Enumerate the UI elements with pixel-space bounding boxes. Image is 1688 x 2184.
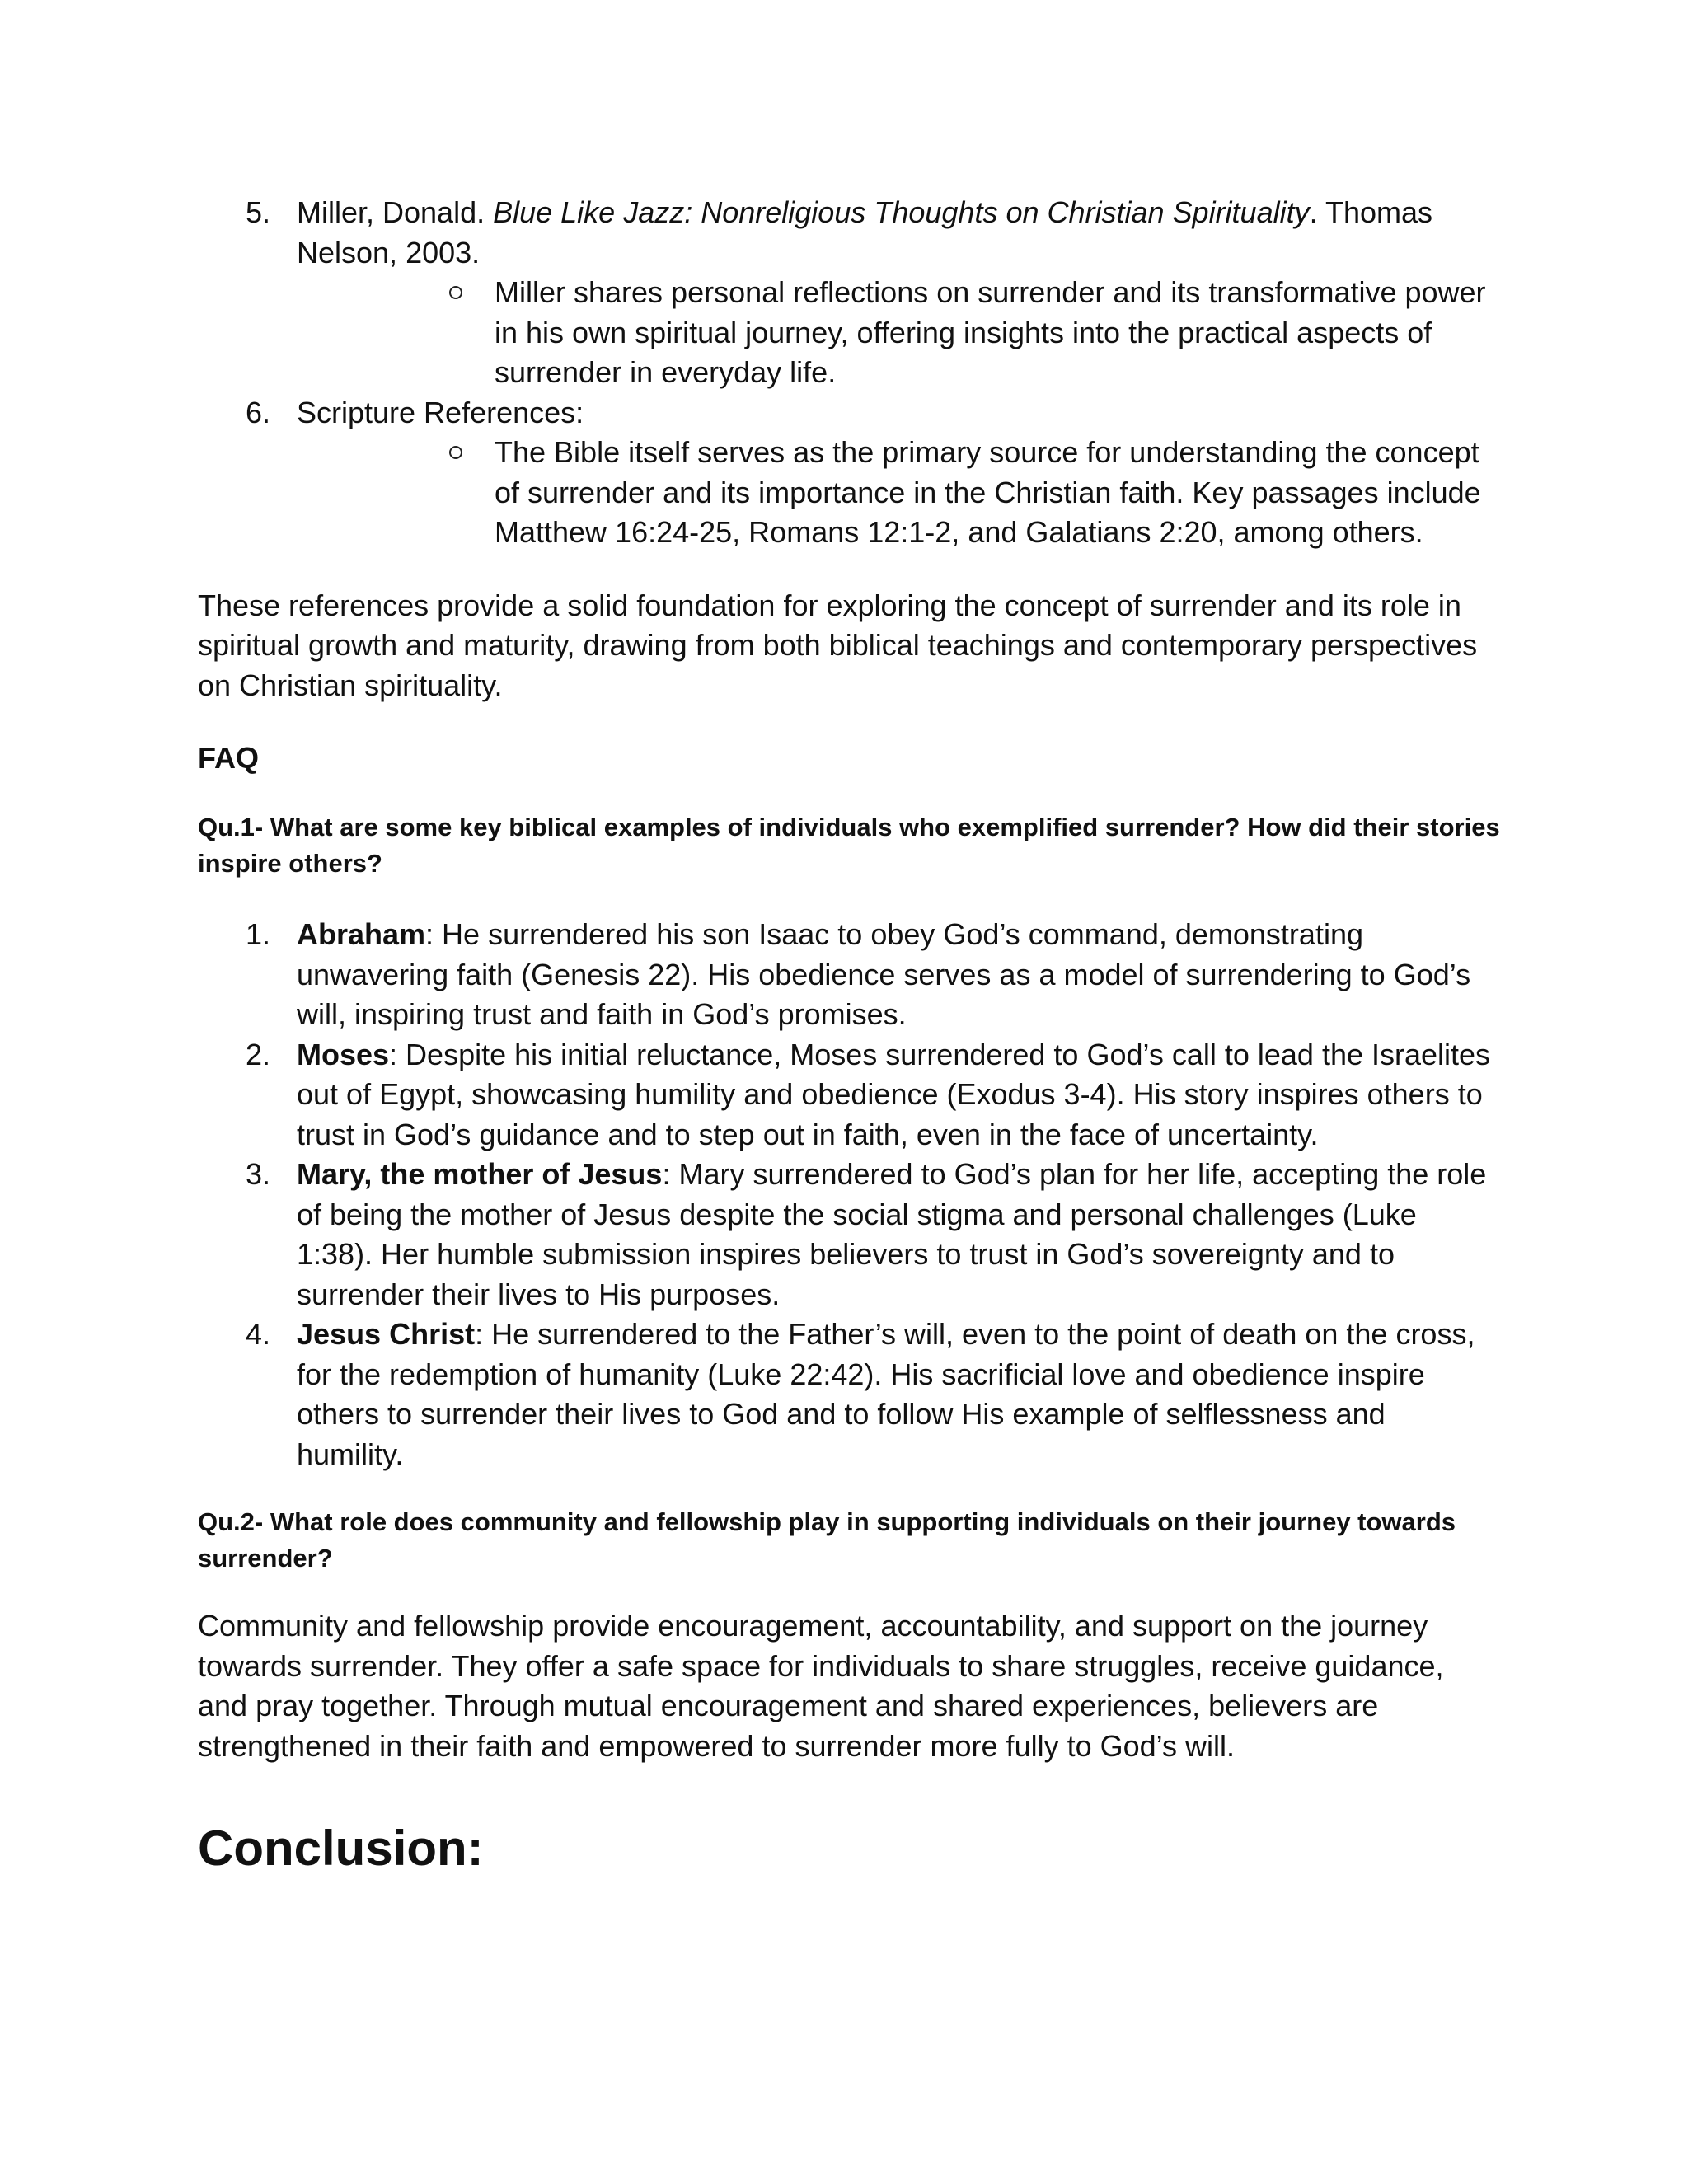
list-number: 5. bbox=[246, 195, 271, 229]
example-text: : Mary surrendered to God’s plan for her life, accepting the role of being the mother of Jesus despite the social stigma and personal challenges (Luke 1:38). Her humble submission inspires believers to trust in God’s sovereignty and to surrender their lives to His purposes. bbox=[297, 1157, 1487, 1311]
example-name: Moses bbox=[297, 1037, 390, 1071]
faq-question-2: Qu.2- What role does community and fellowship play in supporting individuals on their journey towards surrender? bbox=[198, 1507, 1456, 1572]
list-number: 4. bbox=[246, 1317, 271, 1351]
example-text: : He surrendered his son Isaac to obey God’s command, demonstrating unwavering faith (Genesis 22). His obedience serves as a model of surrendering to God’s will, inspiring trust and faith in God’s promises. bbox=[297, 917, 1471, 1031]
document-content bbox=[198, 193, 1500, 1911]
reference-note bbox=[297, 273, 1500, 393]
example-name: Jesus Christ bbox=[297, 1317, 476, 1351]
faq-answer-2: Community and fellowship provide encouragement, accountability, and support on the journey towards surrender. They offer a safe space for individuals to share struggles, receive guidance, and pray together. Through mutual encouragement and shared experiences, believers are strengthened in their faith and empowered to surrender more fully to God’s will. bbox=[198, 1609, 1444, 1763]
list-item bbox=[198, 1155, 1500, 1315]
example-text: : He surrendered to the Father’s will, even to the point of death on the cross, for the redemption of humanity (Luke 22:42). His sacrificial love and obedience inspire others to surrender their lives to God and to follow His example of selflessness and humility. bbox=[297, 1317, 1475, 1471]
list-item bbox=[198, 915, 1500, 1035]
example-name: Abraham bbox=[297, 917, 426, 951]
list-item bbox=[198, 1035, 1500, 1155]
hollow-circle-bullet-icon bbox=[442, 433, 470, 473]
example-text: : Despite his initial reluctance, Moses surrendered to God’s call to lead the Israelites out of Egypt, showcasing humility and obedience (Exodus 3-4). His story inspires others to trust in God’s guidance and to step out in faith, even in the face of uncertainty. bbox=[297, 1037, 1491, 1151]
reference-sublist bbox=[297, 433, 1500, 553]
reference-note-text: The Bible itself serves as the primary source for understanding the concept of surrender and its importance in the Christian faith. Key passages include Matthew 16:24-25, Romans 12:1-2, and Galatians 2:20, among others. bbox=[495, 435, 1481, 549]
list-number: 3. bbox=[246, 1157, 271, 1191]
list-item bbox=[198, 1315, 1500, 1474]
reference-text: Scripture References: bbox=[297, 395, 584, 429]
reference-title: Blue Like Jazz: Nonreligious Thoughts on Christian Spirituality bbox=[493, 195, 1310, 229]
reference-note bbox=[297, 433, 1500, 553]
faq-question-1: Qu.1- What are some key biblical examples of individuals who exemplified surrender? How did their stories inspire others? bbox=[198, 813, 1500, 878]
list-number: 6. bbox=[246, 395, 271, 429]
conclusion-heading: Conclusion: bbox=[198, 1821, 484, 1876]
example-name: Mary, the mother of Jesus bbox=[297, 1157, 663, 1191]
references-summary: These references provide a solid foundation for exploring the concept of surrender and its role in spiritual growth and maturity, drawing from both biblical teachings and contemporary perspectives on Christian spirituality. bbox=[198, 588, 1478, 702]
hollow-circle-bullet-icon bbox=[442, 273, 470, 313]
reference-author: Miller, Donald. bbox=[297, 195, 494, 229]
list-number: 1. bbox=[246, 917, 271, 951]
reference-sublist bbox=[297, 273, 1500, 393]
faq-heading: FAQ bbox=[198, 741, 260, 775]
reference-note-text: Miller shares personal reflections on surrender and its transformative power in his own spiritual journey, offering insights into the practical aspects of surrender in everyday life. bbox=[495, 275, 1486, 389]
reference-item-6 bbox=[198, 393, 1500, 553]
reference-publisher: . Thomas Nelson, 2003. bbox=[297, 195, 1433, 269]
reference-item-5 bbox=[198, 193, 1500, 393]
reference-text bbox=[297, 195, 1432, 269]
list-number: 2. bbox=[246, 1037, 271, 1071]
reference-list bbox=[198, 193, 1500, 553]
biblical-examples-list bbox=[198, 915, 1500, 1474]
